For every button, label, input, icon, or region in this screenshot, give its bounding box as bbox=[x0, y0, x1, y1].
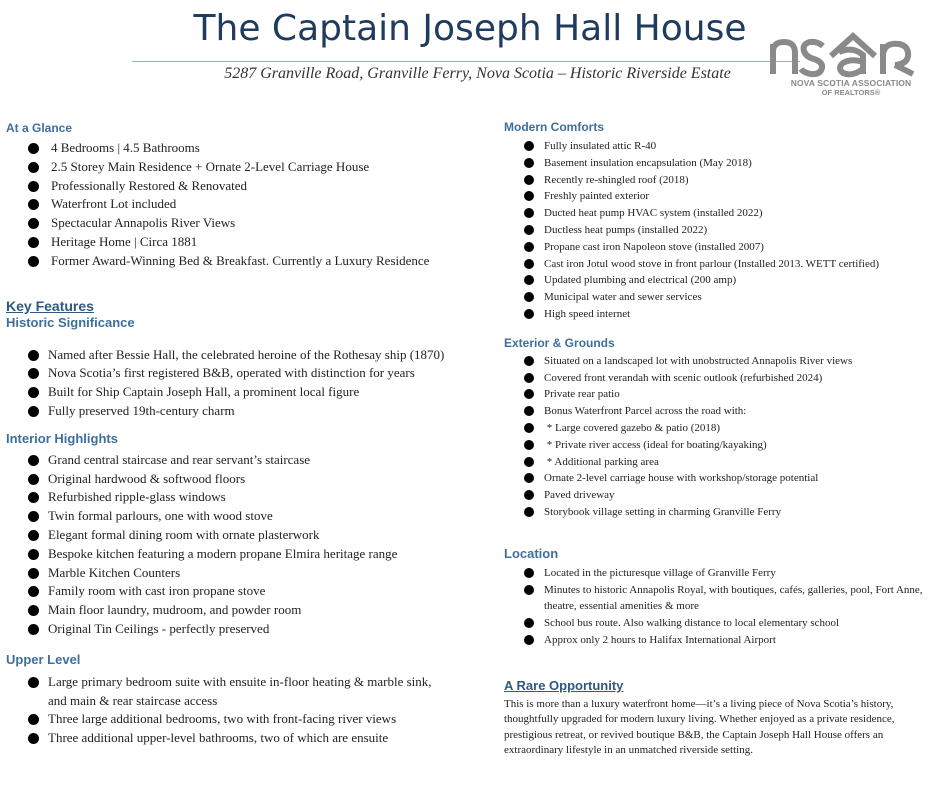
list-item: Three additional upper-level bathrooms, two of which are ensuite bbox=[6, 729, 446, 748]
list-item: Private rear patio bbox=[504, 386, 924, 403]
list-item: 4 Bedrooms | 4.5 Bathrooms bbox=[6, 139, 476, 158]
interior-section bbox=[6, 431, 476, 639]
list-item: Propane cast iron Napoleon stove (installed 2007) bbox=[504, 239, 924, 256]
logo-text-line2: OF REALTORS® bbox=[821, 88, 881, 97]
page-title: The Captain Joseph Hall House bbox=[193, 8, 747, 49]
opportunity-heading: A Rare Opportunity bbox=[504, 677, 624, 693]
list-item: Former Award-Winning Bed & Breakfast. Currently a Luxury Residence bbox=[6, 252, 476, 271]
list-item: 2.5 Storey Main Residence + Ornate 2-Level Carriage House bbox=[6, 158, 476, 177]
list-item: Minutes to historic Annapolis Royal, with boutiques, cafés, galleries, pool, Fort Anne, theatre, essential amenities & more bbox=[504, 582, 924, 616]
list-item: Recently re-shingled roof (2018) bbox=[504, 172, 924, 189]
at-a-glance-section bbox=[6, 120, 476, 271]
list-item: Refurbished ripple-glass windows bbox=[6, 488, 476, 507]
list-item: Spectacular Annapolis River Views bbox=[6, 214, 476, 233]
list-item: Grand central staircase and rear servant’s staircase bbox=[6, 451, 476, 470]
upper-level-section bbox=[6, 652, 476, 748]
list-item: Heritage Home | Circa 1881 bbox=[6, 233, 476, 252]
list-item: * Private river access (ideal for boating/kayaking) bbox=[504, 437, 924, 454]
exterior-heading: Exterior & Grounds bbox=[504, 335, 615, 350]
list-item: Basement insulation encapsulation (May 2018) bbox=[504, 155, 924, 172]
list-item: Freshly painted exterior bbox=[504, 188, 924, 205]
location-heading: Location bbox=[504, 545, 559, 561]
list-item: Updated plumbing and electrical (200 amp) bbox=[504, 272, 924, 289]
list-item: Paved driveway bbox=[504, 487, 924, 504]
interior-list bbox=[6, 451, 476, 639]
at-a-glance-heading: At a Glance bbox=[6, 121, 73, 135]
opportunity-paragraph: This is more than a luxury waterfront home—it’s a living piece of Nova Scotia’s history, thoughtfully upgraded for modern luxury living. Whether enjoyed as a private residence, prestigious retreat, or revived boutique B&B, the Captain Joseph Hall House offers an extraordinary lifestyle in an unmatched riverside setting. bbox=[504, 697, 895, 757]
historic-list bbox=[6, 346, 476, 421]
interior-heading: Interior Highlights bbox=[6, 430, 118, 446]
logo-text-line1: NOVA SCOTIA ASSOCIATION bbox=[790, 78, 912, 88]
list-item: Located in the picturesque village of Granville Ferry bbox=[504, 565, 924, 582]
upper-level-list bbox=[6, 673, 446, 748]
list-item: Ductless heat pumps (installed 2022) bbox=[504, 222, 924, 239]
key-features-heading: Key Features bbox=[6, 297, 94, 314]
realtor-logo bbox=[767, 22, 927, 100]
list-item: Large primary bedroom suite with ensuite in-floor heating & marble sink, and main & rear staircase access bbox=[6, 673, 446, 711]
list-item: Cast iron Jotul wood stove in front parlour (Installed 2013. WETT certified) bbox=[504, 256, 924, 273]
upper-level-heading: Upper Level bbox=[6, 651, 81, 667]
modern-comforts-list bbox=[504, 138, 924, 323]
list-item: Nova Scotia’s first registered B&B, operated with distinction for years bbox=[6, 364, 476, 383]
title-rule bbox=[132, 61, 800, 62]
list-item: Fully insulated attic R-40 bbox=[504, 138, 924, 155]
list-item: Marble Kitchen Counters bbox=[6, 564, 476, 583]
list-item: Family room with cast iron propane stove bbox=[6, 582, 476, 601]
exterior-list bbox=[504, 353, 924, 521]
list-item: * Additional parking area bbox=[504, 454, 924, 471]
historic-heading: Historic Significance bbox=[6, 314, 135, 330]
page-subtitle: 5287 Granville Road, Granville Ferry, Nova Scotia – Historic Riverside Estate bbox=[224, 65, 731, 82]
list-item: Municipal water and sewer services bbox=[504, 289, 924, 306]
list-item: Bonus Waterfront Parcel across the road with: bbox=[504, 403, 924, 420]
at-a-glance-list bbox=[6, 139, 476, 271]
list-item: Built for Ship Captain Joseph Hall, a prominent local figure bbox=[6, 383, 476, 402]
modern-comforts-heading: Modern Comforts bbox=[504, 120, 604, 134]
list-item: Main floor laundry, mudroom, and powder room bbox=[6, 601, 476, 620]
list-item: Covered front verandah with scenic outlook (refurbished 2024) bbox=[504, 370, 924, 387]
list-item: Elegant formal dining room with ornate plasterwork bbox=[6, 526, 476, 545]
list-item: Three large additional bedrooms, two with front-facing river views bbox=[6, 710, 446, 729]
list-item: Original Tin Ceilings - perfectly preserved bbox=[6, 620, 476, 639]
opportunity-section bbox=[504, 677, 924, 759]
list-item: Storybook village setting in charming Granville Ferry bbox=[504, 504, 924, 521]
list-item: Original hardwood & softwood floors bbox=[6, 470, 476, 489]
list-item: * Large covered gazebo & patio (2018) bbox=[504, 420, 924, 437]
exterior-section bbox=[504, 335, 924, 521]
modern-comforts-section bbox=[504, 119, 924, 323]
list-item: Twin formal parlours, one with wood stove bbox=[6, 507, 476, 526]
list-item: Approx only 2 hours to Halifax International Airport bbox=[504, 632, 924, 649]
right-column bbox=[504, 119, 924, 759]
list-item: Situated on a landscaped lot with unobstructed Annapolis River views bbox=[504, 353, 924, 370]
list-item: Waterfront Lot included bbox=[6, 195, 476, 214]
list-item: Named after Bessie Hall, the celebrated heroine of the Rothesay ship (1870) bbox=[6, 346, 476, 365]
list-item: Ducted heat pump HVAC system (installed 2022) bbox=[504, 205, 924, 222]
list-item: School bus route. Also walking distance to local elementary school bbox=[504, 615, 924, 632]
location-section bbox=[504, 546, 924, 649]
list-item: Professionally Restored & Renovated bbox=[6, 177, 476, 196]
location-list bbox=[504, 565, 924, 649]
list-item: Bespoke kitchen featuring a modern propane Elmira heritage range bbox=[6, 545, 476, 564]
left-column bbox=[6, 120, 476, 748]
list-item: Ornate 2-level carriage house with workshop/storage potential bbox=[504, 470, 924, 487]
nsar-logo-mark bbox=[767, 22, 927, 78]
historic-section bbox=[6, 315, 476, 421]
list-item: High speed internet bbox=[504, 306, 924, 323]
list-item: Fully preserved 19th-century charm bbox=[6, 402, 476, 421]
